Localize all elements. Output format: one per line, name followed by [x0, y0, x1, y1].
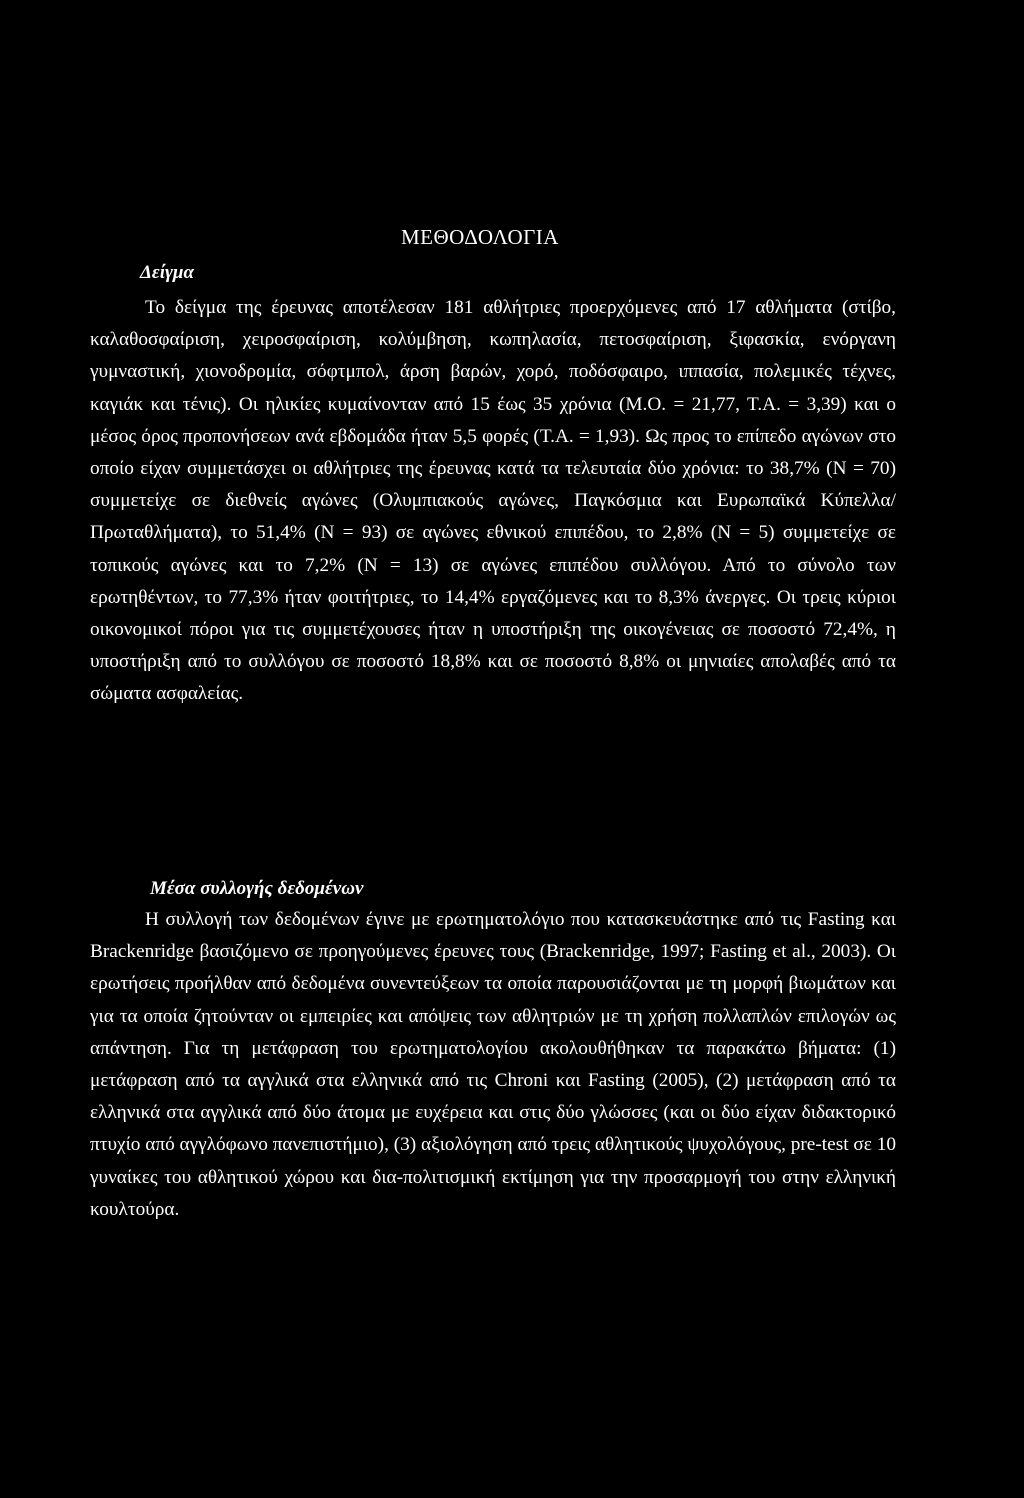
section-heading-data-collection: Μέσα συλλογής δεδομένων	[150, 878, 364, 899]
section-heading-sample: Δείγμα	[140, 262, 194, 283]
page-title: ΜΕΘΟΔΟΛΟΓΙΑ	[401, 225, 559, 249]
paragraph-sample: Το δείγμα της έρευνας αποτέλεσαν 181 αθλήτριες προερχόμενες από 17 αθλήματα (στίβο, καλαθοσφαίριση, χειροσφαίριση, κολύμβηση, κωπηλασία, πετοσφαίριση, ξιφασκία, ενόργανη γυμναστική, χιονοδρομία, σόφτμπολ, άρση βαρών, χορό, ποδόσφαιρο, ιππασία, πολεμικές τέχνες, καγιάκ και τένις). Οι ηλικίες κυμαίνονταν από 15 έως 35 χρόνια (Μ.Ο. = 21,77, Τ.Α. = 3,39) και ο μέσος όρος προπονήσεων ανά εβδομάδα ήταν 5,5 φορές (Τ.Α. = 1,93). Ως προς το επίπεδο αγώνων στο οποίο είχαν συμμετάσχει οι αθλήτριες της έρευνας κατά τα τελευταία δύο χρόνια: το 38,7% (Ν = 70) συμμετείχε σε διεθνείς αγώνες (Ολυμπιακούς αγώνες, Παγκόσμια και Ευρωπαϊκά Κύπελλα/Πρωταθλήματα), το 51,4% (Ν = 93) σε αγώνες εθνικού επιπέδου, το 2,8% (Ν = 5) συμμετείχε σε τοπικούς αγώνες και το 7,2% (Ν = 13) σε αγώνες επιπέδου συλλόγου. Από το σύνολο των ερωτηθέντων, το 77,3% ήταν φοιτήτριες, το 14,4% εργαζόμενες και το 8,3% άνεργες. Οι τρεις κύριοι οικονομικοί πόροι για τις συμμετέχουσες ήταν η υποστήριξη της οικογένειας σε ποσοστό 72,4%, η υποστήριξη από το συλλόγου σε ποσοστό 18,8% και σε ποσοστό 8,8% οι μηνιαίες απολαβές από τα σώματα ασφαλείας.	[90, 297, 896, 705]
paragraph-data-collection: Η συλλογή των δεδομένων έγινε με ερωτηματολόγιο που κατασκευάστηκε από τις Fasting και Brackenridge βασιζόμενο σε προηγούμενες έρευνες τους (Brackenridge, 1997; Fasting et al., 2003). Οι ερωτήσεις προήλθαν από δεδομένα συνεντεύξεων τα οποία παρουσιάζονται με τη μορφή βιωμάτων και για τα οποία ζητούνταν οι εμπειρίες και απόψεις των αθλητριών με τη χρήση πολλαπλών επιλογών ως απάντηση. Για τη μετάφραση του ερωτηματολογίου ακολουθήθηκαν τα παρακάτω βήματα: (1) μετάφραση από τα αγγλικά στα ελληνικά από τις Chroni και Fasting (2005), (2) μετάφραση από τα ελληνικά στα αγγλικά από δύο άτομα με ευχέρεια και στις δύο γλώσσες (και οι δύο είχαν διδακτορικό πτυχίο από αγγλόφωνο πανεπιστήμιο), (3) αξιολόγηση από τρεις αθλητικούς ψυχολόγους, pre-test σε 10 γυναίκες του αθλητικού χώρου και δια-πολιτισμική εκτίμηση για την προσαρμογή του στην ελληνική κουλτούρα.	[90, 909, 896, 1220]
